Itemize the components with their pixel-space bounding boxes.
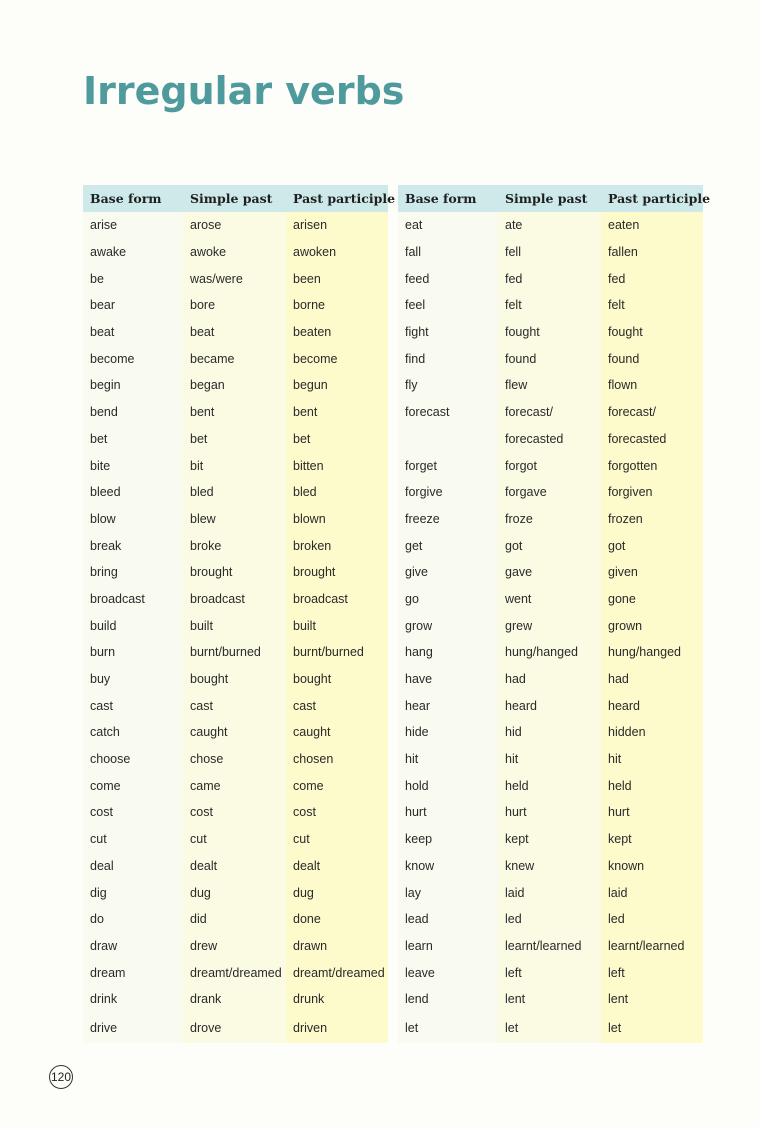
- cell-base-form: dig: [83, 879, 183, 906]
- table-row: [83, 772, 388, 799]
- cell-base-form: bite: [83, 452, 183, 479]
- cell-base-form: buy: [83, 666, 183, 693]
- cell-past-participle: fought: [601, 319, 703, 346]
- cell-simple-past: hurt: [498, 799, 601, 826]
- cell-base-form: learn: [398, 933, 498, 960]
- cell-past-participle: burnt/burned: [286, 639, 388, 666]
- cell-past-participle: caught: [286, 719, 388, 746]
- cell-base-form: hold: [398, 772, 498, 799]
- cell-base-form: [398, 426, 498, 453]
- cell-base-form: know: [398, 853, 498, 880]
- cell-simple-past: hid: [498, 719, 601, 746]
- page-number: 120: [49, 1065, 73, 1089]
- cell-simple-past: drew: [183, 933, 286, 960]
- cell-base-form: hit: [398, 746, 498, 773]
- cell-simple-past: forgot: [498, 452, 601, 479]
- cell-simple-past: flew: [498, 372, 601, 399]
- cell-base-form: bring: [83, 559, 183, 586]
- table-row: [83, 532, 388, 559]
- cell-simple-past: did: [183, 906, 286, 933]
- cell-past-participle: broken: [286, 532, 388, 559]
- cell-simple-past: bent: [183, 399, 286, 426]
- table-row: [83, 292, 388, 319]
- table-row: [398, 319, 703, 346]
- cell-past-participle: let: [601, 1013, 703, 1043]
- cell-base-form: let: [398, 1013, 498, 1043]
- cell-base-form: fight: [398, 319, 498, 346]
- table-row: [398, 639, 703, 666]
- cell-simple-past: fell: [498, 239, 601, 266]
- cell-simple-past: left: [498, 959, 601, 986]
- cell-base-form: cut: [83, 826, 183, 853]
- cell-simple-past: heard: [498, 692, 601, 719]
- cell-base-form: lend: [398, 986, 498, 1013]
- cell-base-form: leave: [398, 959, 498, 986]
- table-row: [398, 345, 703, 372]
- header-simple-past: Simple past: [183, 185, 286, 212]
- cell-base-form: choose: [83, 746, 183, 773]
- cell-past-participle: begun: [286, 372, 388, 399]
- cell-base-form: keep: [398, 826, 498, 853]
- table-row: [83, 692, 388, 719]
- cell-simple-past: learnt/learned: [498, 933, 601, 960]
- cell-past-participle: hurt: [601, 799, 703, 826]
- table-row: [398, 239, 703, 266]
- cell-base-form: bear: [83, 292, 183, 319]
- cell-past-participle: held: [601, 772, 703, 799]
- table-row: [398, 452, 703, 479]
- table-row: [83, 639, 388, 666]
- cell-past-participle: blown: [286, 506, 388, 533]
- cell-simple-past: hit: [498, 746, 601, 773]
- table-row: [398, 719, 703, 746]
- cell-base-form: bend: [83, 399, 183, 426]
- header-simple-past: Simple past: [498, 185, 601, 212]
- table-row: [398, 612, 703, 639]
- cell-past-participle: flown: [601, 372, 703, 399]
- cell-simple-past: froze: [498, 506, 601, 533]
- table-row: [83, 452, 388, 479]
- cell-simple-past: drove: [183, 1013, 286, 1043]
- table-row: [398, 879, 703, 906]
- table-row: [83, 986, 388, 1013]
- cell-simple-past: lent: [498, 986, 601, 1013]
- cell-base-form: do: [83, 906, 183, 933]
- table-row: [398, 772, 703, 799]
- table-row: [398, 372, 703, 399]
- cell-past-participle: been: [286, 265, 388, 292]
- cell-simple-past: fed: [498, 265, 601, 292]
- cell-simple-past: gave: [498, 559, 601, 586]
- table-row: [83, 479, 388, 506]
- cell-past-participle: hit: [601, 746, 703, 773]
- cell-past-participle: forgiven: [601, 479, 703, 506]
- cell-past-participle: lent: [601, 986, 703, 1013]
- table-row: [398, 746, 703, 773]
- cell-past-participle: awoken: [286, 239, 388, 266]
- cell-simple-past: grew: [498, 612, 601, 639]
- cell-base-form: arise: [83, 212, 183, 239]
- cell-simple-past: forecast/: [498, 399, 601, 426]
- cell-past-participle: dug: [286, 879, 388, 906]
- table-row: [83, 799, 388, 826]
- cell-past-participle: cut: [286, 826, 388, 853]
- cell-simple-past: went: [498, 586, 601, 613]
- table-row: [398, 265, 703, 292]
- cell-base-form: burn: [83, 639, 183, 666]
- cell-past-participle: built: [286, 612, 388, 639]
- cell-past-participle: done: [286, 906, 388, 933]
- table-row: [83, 559, 388, 586]
- table-row: [83, 612, 388, 639]
- cell-past-participle: learnt/learned: [601, 933, 703, 960]
- cell-base-form: beat: [83, 319, 183, 346]
- cell-past-participle: hung/hanged: [601, 639, 703, 666]
- cell-simple-past: beat: [183, 319, 286, 346]
- cell-base-form: forgive: [398, 479, 498, 506]
- table-row: [83, 586, 388, 613]
- cell-simple-past: was/were: [183, 265, 286, 292]
- cell-simple-past: dreamt/dreamed: [183, 959, 286, 986]
- cell-base-form: cast: [83, 692, 183, 719]
- cell-simple-past: came: [183, 772, 286, 799]
- cell-past-participle: given: [601, 559, 703, 586]
- cell-past-participle: forecast/: [601, 399, 703, 426]
- cell-past-participle: laid: [601, 879, 703, 906]
- table-row: [83, 265, 388, 292]
- cell-simple-past: felt: [498, 292, 601, 319]
- cell-simple-past: cast: [183, 692, 286, 719]
- cell-base-form: bleed: [83, 479, 183, 506]
- cell-base-form: draw: [83, 933, 183, 960]
- table-row: [83, 1013, 388, 1043]
- cell-past-participle: led: [601, 906, 703, 933]
- cell-past-participle: bet: [286, 426, 388, 453]
- table-row: [83, 746, 388, 773]
- table-row: [398, 826, 703, 853]
- cell-base-form: feel: [398, 292, 498, 319]
- cell-base-form: deal: [83, 853, 183, 880]
- table-row: [83, 959, 388, 986]
- cell-past-participle: cost: [286, 799, 388, 826]
- cell-past-participle: found: [601, 345, 703, 372]
- table-row: [398, 212, 703, 239]
- cell-past-participle: had: [601, 666, 703, 693]
- cell-simple-past: laid: [498, 879, 601, 906]
- table-row: [398, 933, 703, 960]
- cell-past-participle: bent: [286, 399, 388, 426]
- table-row: [83, 319, 388, 346]
- cell-simple-past: forgave: [498, 479, 601, 506]
- cell-past-participle: fed: [601, 265, 703, 292]
- cell-past-participle: heard: [601, 692, 703, 719]
- table-row: [398, 426, 703, 453]
- table-row: [83, 372, 388, 399]
- table-row: [398, 1013, 703, 1043]
- cell-simple-past: arose: [183, 212, 286, 239]
- cell-simple-past: bled: [183, 479, 286, 506]
- cell-past-participle: drawn: [286, 933, 388, 960]
- cell-simple-past: led: [498, 906, 601, 933]
- cell-base-form: catch: [83, 719, 183, 746]
- cell-past-participle: fallen: [601, 239, 703, 266]
- cell-simple-past: blew: [183, 506, 286, 533]
- table-row: [83, 906, 388, 933]
- cell-base-form: fall: [398, 239, 498, 266]
- cell-past-participle: left: [601, 959, 703, 986]
- cell-past-participle: dealt: [286, 853, 388, 880]
- cell-base-form: hang: [398, 639, 498, 666]
- cell-past-participle: kept: [601, 826, 703, 853]
- cell-simple-past: cost: [183, 799, 286, 826]
- cell-base-form: drink: [83, 986, 183, 1013]
- cell-simple-past: ate: [498, 212, 601, 239]
- header-base-form: Base form: [83, 185, 183, 212]
- table-row: [83, 345, 388, 372]
- cell-simple-past: got: [498, 532, 601, 559]
- cell-base-form: break: [83, 532, 183, 559]
- cell-base-form: blow: [83, 506, 183, 533]
- cell-simple-past: knew: [498, 853, 601, 880]
- table-row: [83, 853, 388, 880]
- cell-base-form: bet: [83, 426, 183, 453]
- cell-simple-past: broadcast: [183, 586, 286, 613]
- table-row: [398, 506, 703, 533]
- table-row: [398, 959, 703, 986]
- cell-base-form: grow: [398, 612, 498, 639]
- cell-past-participle: dreamt/dreamed: [286, 959, 388, 986]
- cell-past-participle: chosen: [286, 746, 388, 773]
- table-row: [83, 826, 388, 853]
- cell-past-participle: arisen: [286, 212, 388, 239]
- cell-simple-past: hung/hanged: [498, 639, 601, 666]
- cell-past-participle: forgotten: [601, 452, 703, 479]
- cell-base-form: be: [83, 265, 183, 292]
- page-title: Irregular verbs: [83, 69, 405, 113]
- table-row: [83, 426, 388, 453]
- header-past-participle: Past participle: [601, 185, 703, 212]
- cell-simple-past: forecasted: [498, 426, 601, 453]
- cell-base-form: forget: [398, 452, 498, 479]
- cell-simple-past: caught: [183, 719, 286, 746]
- table-row: [398, 666, 703, 693]
- table-row: [83, 399, 388, 426]
- cell-past-participle: borne: [286, 292, 388, 319]
- cell-past-participle: bled: [286, 479, 388, 506]
- table-row: [398, 292, 703, 319]
- cell-past-participle: forecasted: [601, 426, 703, 453]
- cell-base-form: begin: [83, 372, 183, 399]
- cell-base-form: cost: [83, 799, 183, 826]
- cell-base-form: awake: [83, 239, 183, 266]
- cell-simple-past: bore: [183, 292, 286, 319]
- table-row: [83, 506, 388, 533]
- cell-base-form: freeze: [398, 506, 498, 533]
- cell-past-participle: bitten: [286, 452, 388, 479]
- cell-base-form: drive: [83, 1013, 183, 1043]
- cell-simple-past: began: [183, 372, 286, 399]
- cell-base-form: hear: [398, 692, 498, 719]
- cell-simple-past: became: [183, 345, 286, 372]
- table-row: [398, 906, 703, 933]
- cell-simple-past: built: [183, 612, 286, 639]
- cell-past-participle: become: [286, 345, 388, 372]
- cell-simple-past: dealt: [183, 853, 286, 880]
- cell-simple-past: let: [498, 1013, 601, 1043]
- table-row: [83, 933, 388, 960]
- cell-base-form: find: [398, 345, 498, 372]
- cell-simple-past: fought: [498, 319, 601, 346]
- cell-base-form: dream: [83, 959, 183, 986]
- table-row: [398, 799, 703, 826]
- cell-base-form: forecast: [398, 399, 498, 426]
- cell-base-form: hurt: [398, 799, 498, 826]
- cell-base-form: get: [398, 532, 498, 559]
- cell-past-participle: beaten: [286, 319, 388, 346]
- cell-base-form: hide: [398, 719, 498, 746]
- table-header-row: [398, 185, 703, 212]
- table-row: [83, 719, 388, 746]
- cell-past-participle: driven: [286, 1013, 388, 1043]
- cell-base-form: lead: [398, 906, 498, 933]
- cell-past-participle: gone: [601, 586, 703, 613]
- cell-past-participle: eaten: [601, 212, 703, 239]
- cell-simple-past: chose: [183, 746, 286, 773]
- cell-simple-past: kept: [498, 826, 601, 853]
- cell-simple-past: cut: [183, 826, 286, 853]
- cell-base-form: fly: [398, 372, 498, 399]
- cell-past-participle: hidden: [601, 719, 703, 746]
- cell-simple-past: had: [498, 666, 601, 693]
- table-row: [398, 986, 703, 1013]
- cell-simple-past: held: [498, 772, 601, 799]
- cell-past-participle: bought: [286, 666, 388, 693]
- table-row: [83, 666, 388, 693]
- cell-base-form: feed: [398, 265, 498, 292]
- table-row: [398, 479, 703, 506]
- table-row: [398, 399, 703, 426]
- cell-simple-past: awoke: [183, 239, 286, 266]
- cell-base-form: build: [83, 612, 183, 639]
- cell-base-form: eat: [398, 212, 498, 239]
- cell-simple-past: dug: [183, 879, 286, 906]
- verb-table-left: [83, 185, 396, 1043]
- cell-base-form: come: [83, 772, 183, 799]
- verb-table-right: [398, 185, 711, 1043]
- header-past-participle: Past participle: [286, 185, 388, 212]
- cell-base-form: give: [398, 559, 498, 586]
- cell-past-participle: come: [286, 772, 388, 799]
- cell-base-form: lay: [398, 879, 498, 906]
- cell-simple-past: drank: [183, 986, 286, 1013]
- cell-past-participle: frozen: [601, 506, 703, 533]
- cell-past-participle: got: [601, 532, 703, 559]
- cell-simple-past: bit: [183, 452, 286, 479]
- table-row: [83, 239, 388, 266]
- table-row: [398, 692, 703, 719]
- cell-simple-past: bought: [183, 666, 286, 693]
- cell-simple-past: broke: [183, 532, 286, 559]
- table-row: [83, 212, 388, 239]
- cell-past-participle: cast: [286, 692, 388, 719]
- cell-base-form: broadcast: [83, 586, 183, 613]
- cell-base-form: become: [83, 345, 183, 372]
- cell-past-participle: broadcast: [286, 586, 388, 613]
- table-row: [398, 853, 703, 880]
- header-base-form: Base form: [398, 185, 498, 212]
- cell-past-participle: known: [601, 853, 703, 880]
- table-row: [398, 586, 703, 613]
- cell-simple-past: burnt/burned: [183, 639, 286, 666]
- cell-simple-past: bet: [183, 426, 286, 453]
- cell-simple-past: found: [498, 345, 601, 372]
- table-row: [398, 559, 703, 586]
- cell-simple-past: brought: [183, 559, 286, 586]
- cell-past-participle: felt: [601, 292, 703, 319]
- table-row: [83, 879, 388, 906]
- cell-past-participle: brought: [286, 559, 388, 586]
- table-header-row: [83, 185, 388, 212]
- cell-past-participle: grown: [601, 612, 703, 639]
- cell-base-form: have: [398, 666, 498, 693]
- cell-base-form: go: [398, 586, 498, 613]
- cell-past-participle: drunk: [286, 986, 388, 1013]
- table-row: [398, 532, 703, 559]
